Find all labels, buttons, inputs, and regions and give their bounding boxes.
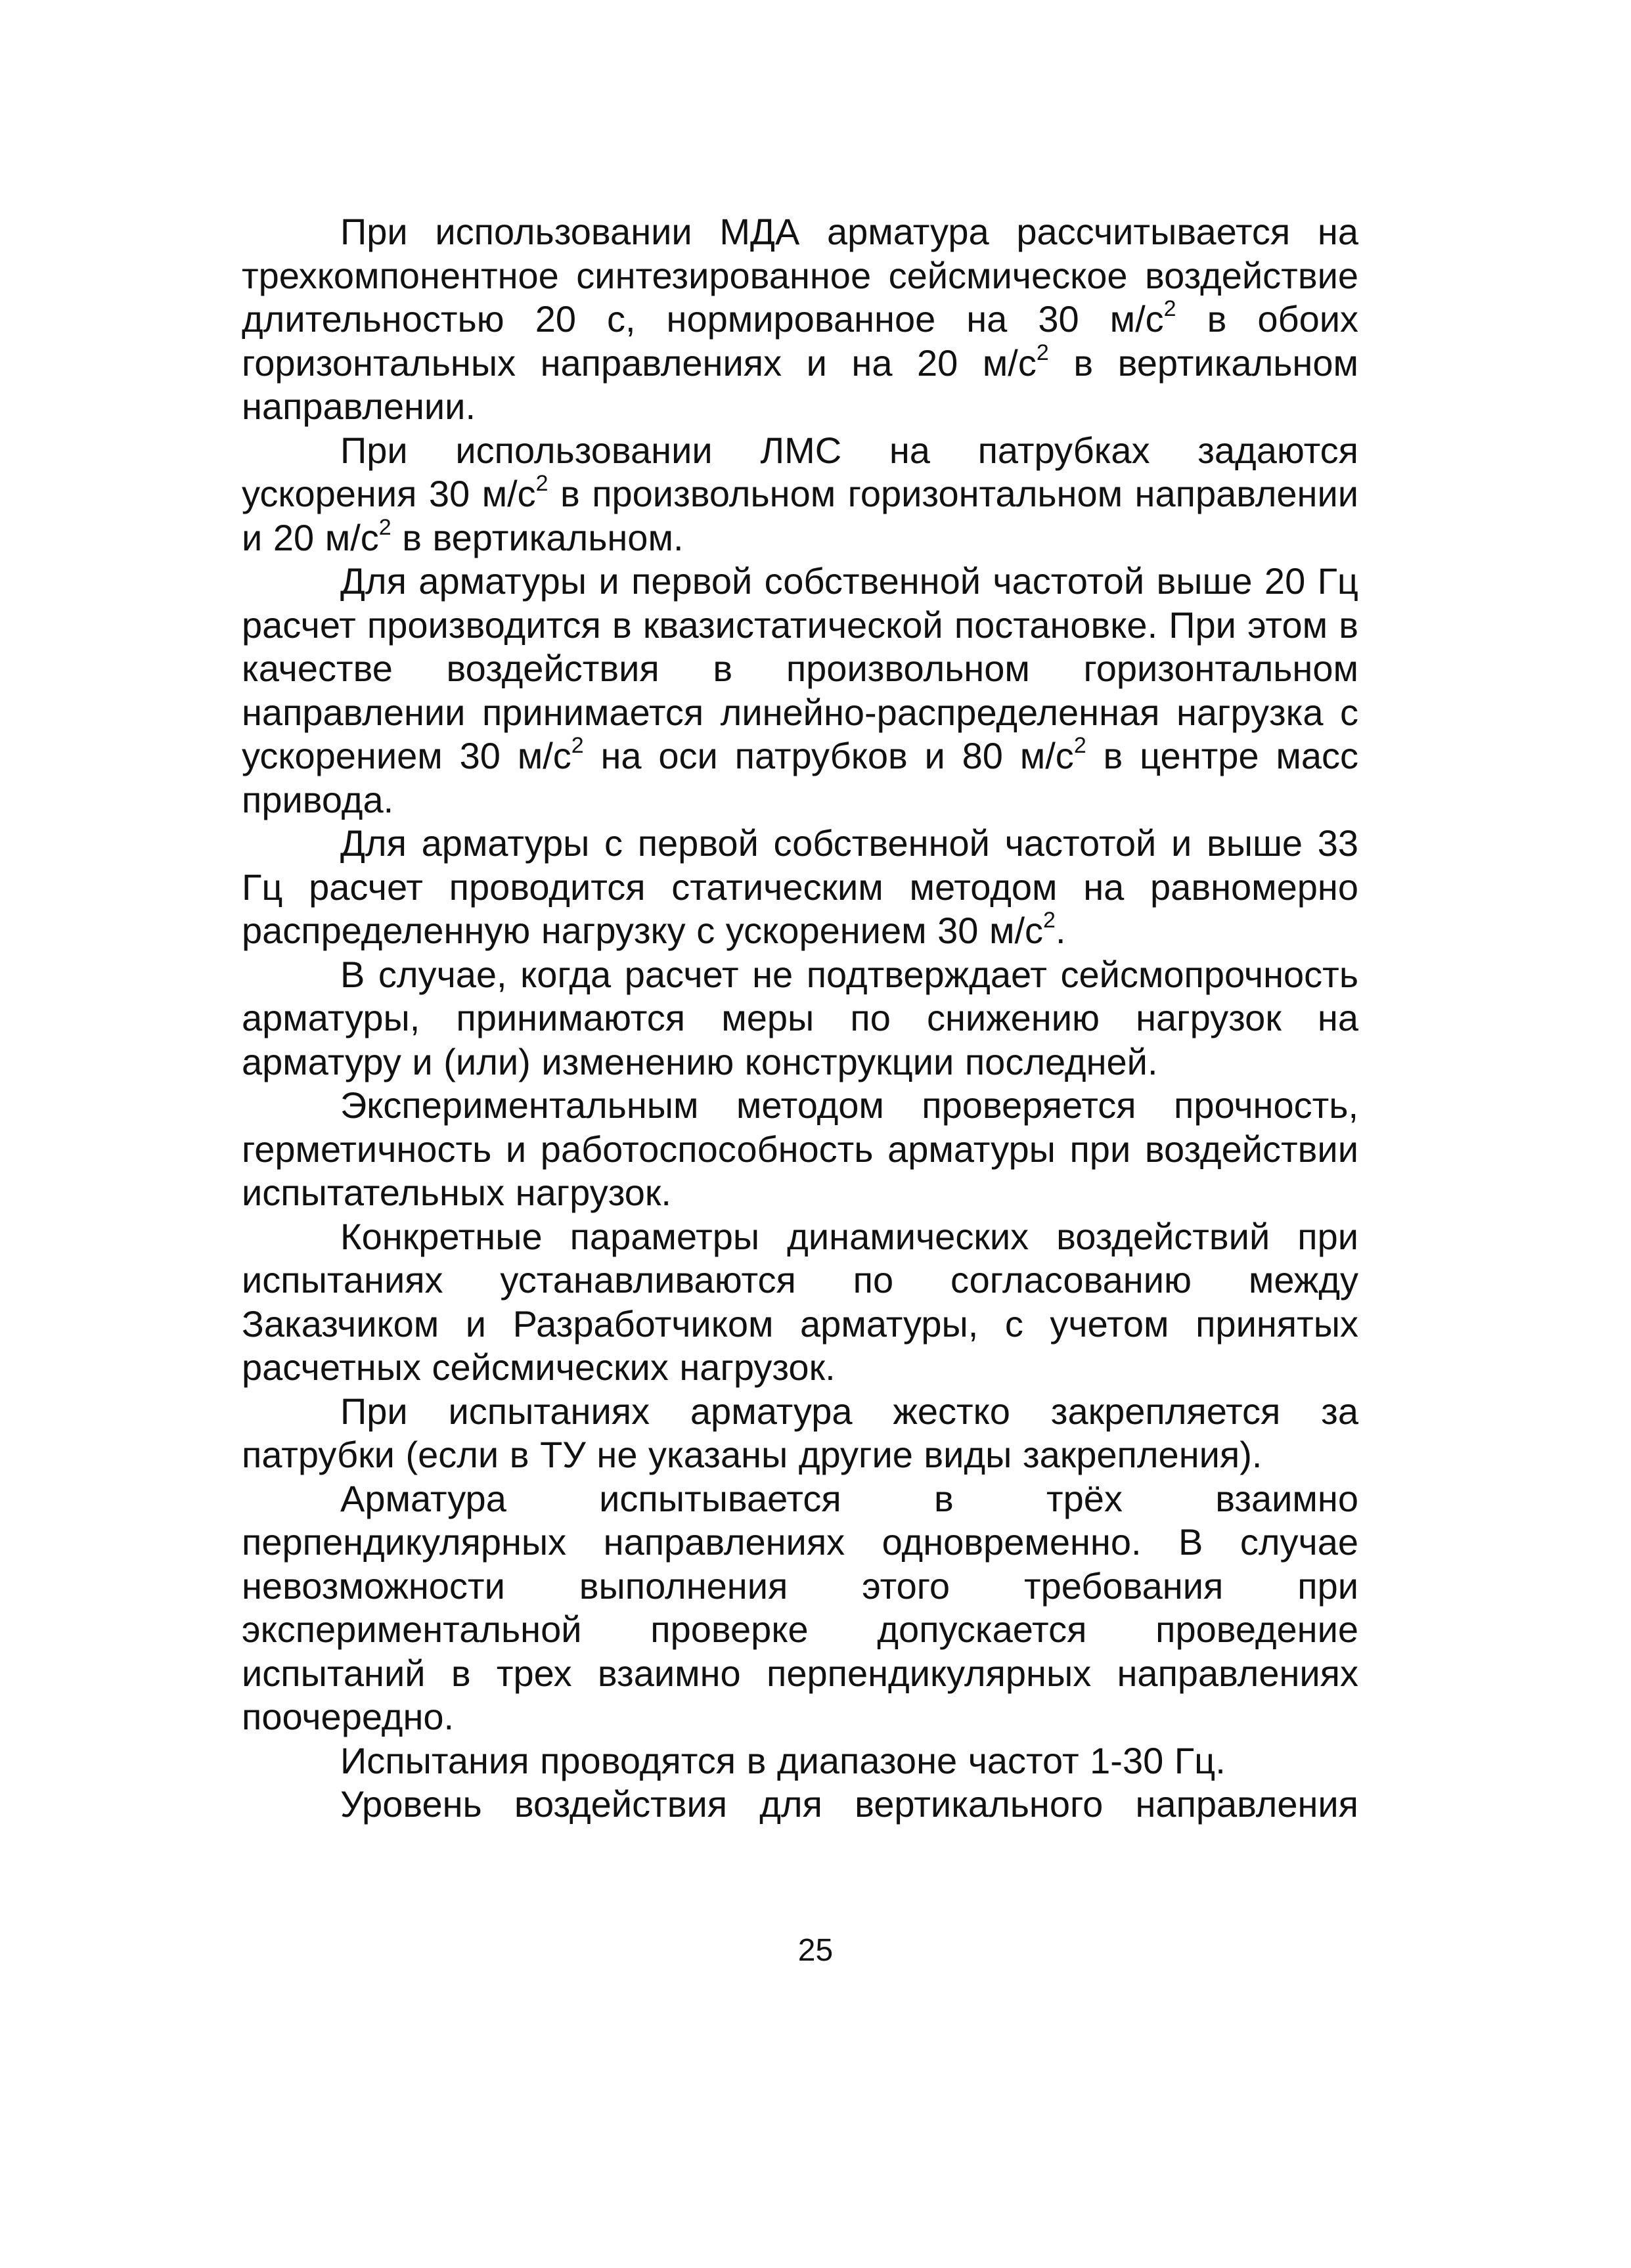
paragraph-experimental: Экспериментальным методом проверяется прочность, герметичность и работоспособность арматуры при воздействии испытательных нагрузок. <box>242 1084 1358 1213</box>
paragraph-mda-calculation: При использовании МДА арматура рассчитывается на трехкомпонентное синтезированное сейсмическое воздействие длительностью 20 с, нормированное на 30 $м/с^2$ в обоих горизонтальных направлениях и на 20 $м/с^2$ в вертикальном направлении. <box>242 211 1358 427</box>
superscript: 2 <box>1036 340 1049 365</box>
superscript: 2 <box>1163 296 1176 322</box>
paragraph-static-method: Для арматуры с первой собственной частотой и выше 33 Гц расчет проводится статическим методом на равномерно распределенную нагрузку с ускорением 30 $м/с^2$. <box>242 822 1358 951</box>
superscript: 2 <box>535 471 548 497</box>
paragraph-frequency-range: Испытания проводятся в диапазоне частот 1-30 Гц. <box>340 1739 1226 1781</box>
paragraph-vertical-level: Уровень воздействия для вертикального направления <box>340 1783 1358 1825</box>
paragraph-not-confirmed: В случае, когда расчет не подтверждает сейсмопрочность арматуры, принимаются меры по снижению нагрузок на арматуру и (или) изменению конструкции последней. <box>242 953 1358 1082</box>
paragraph-quasistatic: Для арматуры и первой собственной частотой выше 20 Гц расчет производится в квазистатической постановке. При этом в качестве воздействия в произвольном горизонтальном направлении принимается линейно-распределенная нагрузка с ускорением 30 $м/с^2$ на оси патрубков и 80 $м/с^2$ в центре масс привода. <box>242 560 1359 820</box>
paragraph-directions: Арматура испытывается в трёх взаимно перпендикулярных направлениях одновременно. В случае невозможности выполнения этого требования при экспериментальной проверке допускается проведение испытаний в трех взаимно перпендикулярных направлениях поочередно. <box>242 1477 1358 1737</box>
paragraph-lms-calculation: При использовании ЛМС на патрубках задаются ускорения 30 $м/с^2$ в произвольном горизонтальном направлении и 20 $м/с^2$ в вертикальном. <box>242 429 1358 558</box>
paragraph-parameters: Конкретные параметры динамических воздействий при испытаниях устанавливаются по согласованию между Заказчиком и Разработчиком арматуры, с учетом принятых расчетных сейсмических нагрузок. <box>242 1215 1358 1388</box>
page-number: 25 <box>797 1933 834 1968</box>
superscript: 2 <box>1043 908 1056 933</box>
body-text <box>242 210 1358 1827</box>
paragraph-fixing: При испытаниях арматура жестко закрепляется за патрубки (если в ТУ не указаны другие виды закрепления). <box>242 1390 1358 1475</box>
superscript: 2 <box>1073 733 1086 759</box>
superscript: 2 <box>378 514 391 540</box>
superscript: 2 <box>571 733 584 759</box>
